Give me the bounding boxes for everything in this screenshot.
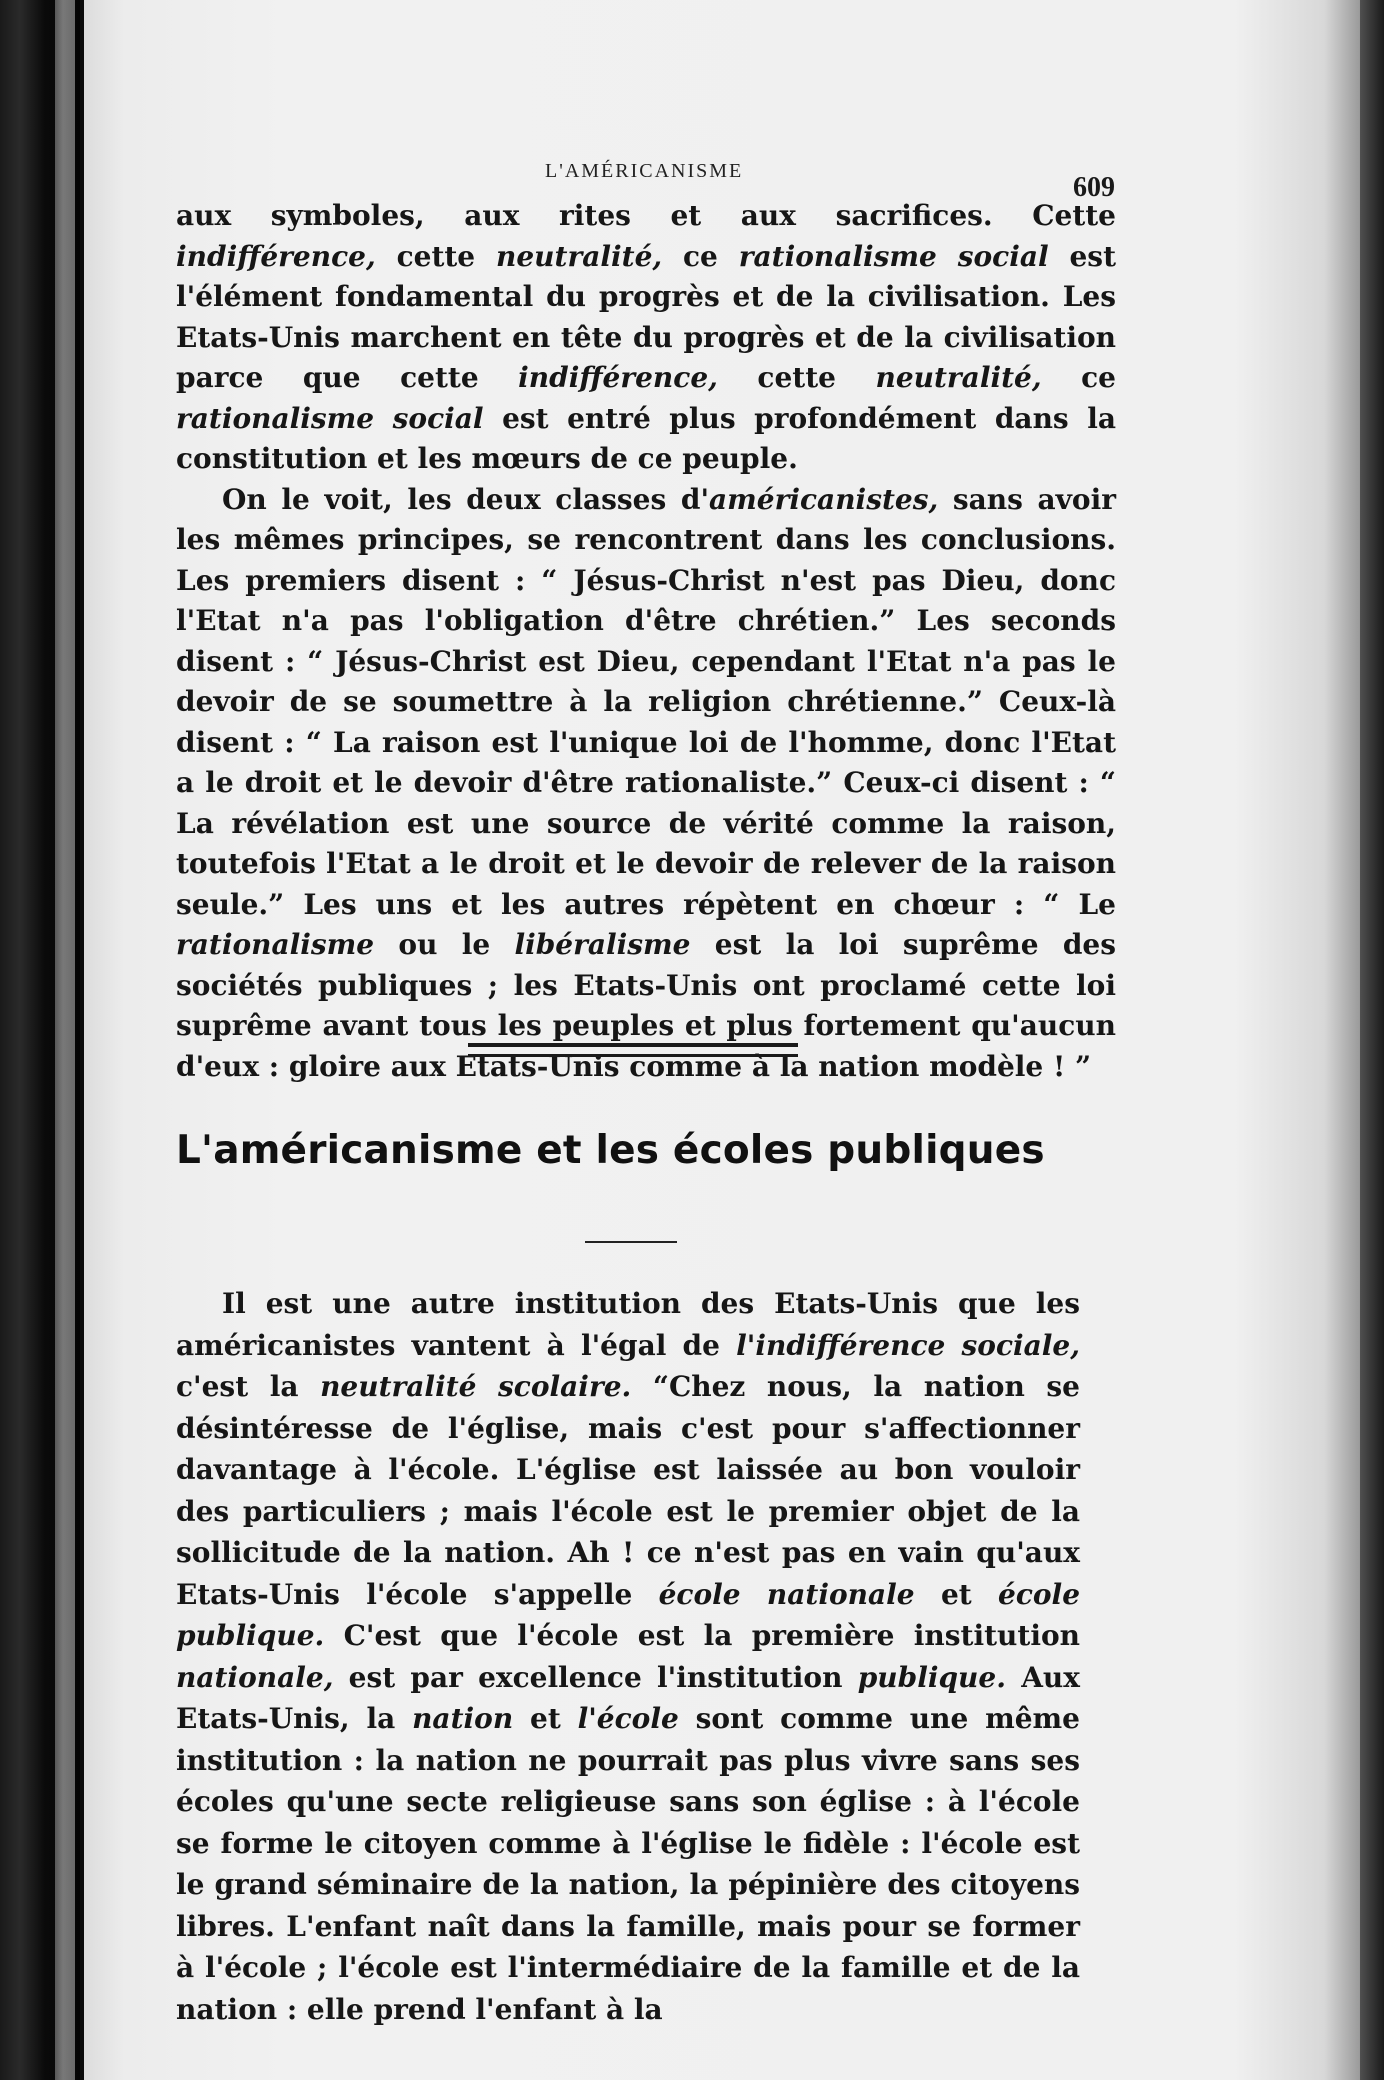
text-run: Aux Etats-Unis, la xyxy=(176,1660,1080,1735)
text-run: ou le xyxy=(374,928,515,961)
text-run: sont comme une même institution : la nation ne pourrait pas plus vivre sans ses écoles qu'une secte religieuse sans son église : à l'école se forme le citoyen comme à l'église le fidèle : l'école est le grand séminaire de la nation, la pépinière des citoyens libres. L'enfant naît dans la famille, mais pour se former à l'école ; l'école est l'intermédiaire de la famille et de la nation : elle prend l'enfant à la xyxy=(176,1702,1080,2026)
italic-text: rationalisme xyxy=(176,928,375,961)
italic-text: nationale, xyxy=(176,1660,334,1694)
page-number: 609 xyxy=(1073,172,1115,203)
text-run: C'est que l'école est la première institution xyxy=(324,1619,1080,1652)
text-run: On le voit, les deux classes d' xyxy=(222,482,710,516)
italic-text: nation xyxy=(412,1702,514,1735)
italic-text: rationalisme social xyxy=(176,401,484,435)
text-run: aux symboles, aux rites et aux sacrifices. Cette xyxy=(176,199,1116,232)
italic-text: l'indifférence sociale, xyxy=(736,1328,1080,1362)
italic-text: neutralité scolaire. xyxy=(320,1370,632,1403)
text-run: cette xyxy=(375,239,496,273)
italic-text: neutralité, xyxy=(875,361,1042,394)
italic-text: l'école xyxy=(577,1702,679,1735)
italic-text: école nationale xyxy=(658,1577,915,1611)
section-divider-double-rule xyxy=(468,1043,798,1057)
running-head: L'AMÉRICANISME xyxy=(545,160,744,182)
text-run: c'est la xyxy=(176,1370,321,1403)
facing-page-edge xyxy=(55,0,75,2080)
text-run: et xyxy=(513,1702,578,1735)
text-run: est par excellence l'institution xyxy=(333,1660,858,1694)
body-text-bottom xyxy=(176,1283,1080,2030)
page-right-edge xyxy=(1360,0,1384,2080)
paragraphs-bottom xyxy=(176,1283,1080,2030)
body-text-top xyxy=(176,196,1116,1087)
paragraph xyxy=(176,480,1116,1088)
text-run: est la loi suprême des sociétés publiques ; les Etats-Unis ont proclamé cette loi suprême avant tous les peuples et plus fortement qu'aucun d'eux : gloire aux Etats-Unis comme à la nation modèle ! ” xyxy=(176,928,1116,1083)
text-run: ce xyxy=(662,239,739,273)
italic-text: publique. xyxy=(857,1660,1006,1694)
italic-text: indifférence, xyxy=(176,239,376,273)
italic-text: rationalisme social xyxy=(738,239,1049,273)
section-title: L'américanisme et les écoles publiques xyxy=(176,1128,1045,1173)
paragraphs-top xyxy=(176,196,1116,1087)
text-run: “Chez nous, la nation se désintéresse de l'église, mais c'est pour s'affectionner davantage à l'école. L'église est laissée au bon vouloir des particuliers ; mais l'école est le premier objet de la sollicitude de la nation. Ah ! ce n'est pas en vain qu'aux Etats-Unis l'école s'appelle xyxy=(176,1370,1080,1611)
text-run: est entré plus profondément dans la constitution et les mœurs de ce peuple. xyxy=(176,401,1116,475)
italic-text: école publique. xyxy=(176,1577,1081,1652)
text-run: sans avoir les mêmes principes, se rencontrent dans les conclusions. Les premiers disent : “ Jésus-Christ n'est pas Dieu, donc l'Etat n'a pas l'obligation d'être chrétien.” Les seconds disent : “ Jésus-Christ est Dieu, cependant l'Etat n'a pas le devoir de se soumettre à la religion chrétienne.” Ceux-là disent : “ La raison est l'unique loi de l'homme, donc l'Etat a le droit et le devoir d'être rationaliste.” Ceux-ci disent : “ La révélation est une source de vérité comme la raison, toutefois l'Etat a le droit et le devoir de relever de la raison seule.” Les uns et les autres répètent en chœur : “ Le xyxy=(176,482,1116,921)
title-underline-rule xyxy=(585,1241,677,1243)
paragraph xyxy=(176,1283,1080,2030)
text-run: ce xyxy=(1041,361,1116,394)
text-run: et xyxy=(914,1577,999,1611)
italic-text: américanistes, xyxy=(709,482,939,516)
text-run: est l'élément fondamental du progrès et de la civilisation. Les Etats-Unis marchent en tête du progrès et de la civilisation parce que cette xyxy=(176,239,1116,394)
italic-text: indifférence, xyxy=(518,361,718,394)
text-run: Il est une autre institution des Etats-Unis que les américanistes vantent à l'égal de xyxy=(176,1287,1080,1362)
text-run: cette xyxy=(717,361,876,394)
italic-text: neutralité, xyxy=(496,239,663,273)
italic-text: libéralisme xyxy=(514,928,691,961)
paragraph xyxy=(176,196,1116,480)
